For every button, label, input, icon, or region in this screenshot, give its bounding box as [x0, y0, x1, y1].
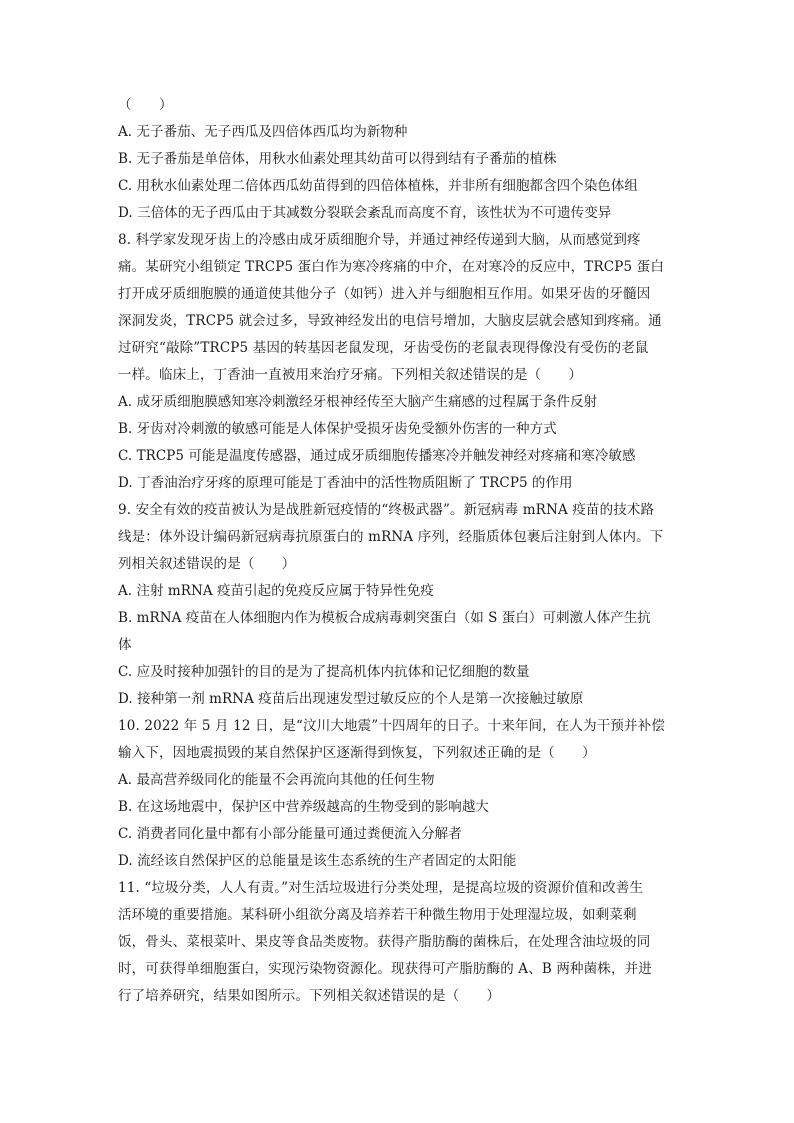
- q8-stem-line: 一样。临床上，丁香油一直被用来治疗牙痛。下列相关叙述错误的是（ ）: [118, 367, 583, 383]
- q10-option-b: B. 在这场地震中，保护区中营养级越高的生物受到的影响越大: [118, 799, 489, 815]
- q10-stem-line: 10. 2022 年 5 月 12 日，是“汶川大地震”十四周年的日子。十来年间，在人为干预并补偿: [118, 718, 665, 734]
- q11-stem-line: 11. “垃圾分类，人人有责。”对生活垃圾进行分类处理，是提高垃圾的资源价值和改善生: [118, 880, 644, 896]
- q10-stem-line: 输入下，因地震损毁的某自然保护区逐渐得到恢复，下列叙述正确的是（ ）: [118, 745, 596, 761]
- q8-stem-line: 深洞发炎，TRCP5 就会过多，导致神经发出的电信号增加，大脑皮层就会感知到疼痛。通: [118, 313, 662, 329]
- q10-option-a: A. 最高营养级同化的能量不会再流向其他的任何生物: [118, 772, 435, 788]
- q9-option-d: D. 接种第一剂 mRNA 疫苗后出现速发型过敏反应的个人是第一次接触过敏原: [118, 691, 584, 707]
- q9-option-b-cont: 体: [118, 637, 132, 653]
- q9-option-b: B. mRNA 疫苗在人体细胞内作为模板合成病毒刺突蛋白（如 S 蛋白）可刺激人体产生抗: [118, 610, 651, 626]
- document-page: [118, 92, 678, 1010]
- q10-option-c: C. 消费者同化量中都有小部分能量可通过粪便流入分解者: [118, 826, 462, 842]
- q9-stem-line: 9. 安全有效的疫苗被认为是战胜新冠疫情的“终极武器”。新冠病毒 mRNA 疫苗的技术路: [118, 502, 655, 518]
- q7-option-d: D. 三倍体的无子西瓜由于其减数分裂联会紊乱而高度不育，该性状为不可遗传变异: [118, 205, 612, 221]
- q11-stem-line: 行了培养研究，结果如图所示。下列相关叙述错误的是（ ）: [118, 988, 501, 1004]
- q11-stem-line: 时，可获得单细胞蛋白，实现污染物资源化。现获得可产脂肪酶的 A、B 两种菌株，并进: [118, 961, 652, 977]
- q9-stem-line: 列相关叙述错误的是（ ）: [118, 556, 296, 572]
- q8-stem-line: 打开成牙质细胞膜的通道使其他分子（如钙）进入并与细胞相互作用。如果牙齿的牙髓因: [118, 286, 651, 302]
- q8-stem-line: 8. 科学家发现牙齿上的冷感由成牙质细胞介导，并通过神经传递到大脑，从而感觉到疼: [118, 232, 641, 248]
- q9-option-c: C. 应及时接种加强针的目的是为了提高机体内抗体和记忆细胞的数量: [118, 664, 530, 680]
- answer-bracket: （ ）: [118, 97, 173, 113]
- q7-option-c: C. 用秋水仙素处理二倍体西瓜幼苗得到的四倍体植株，并非所有细胞都含四个染色体组: [118, 178, 638, 194]
- q8-option-d: D. 丁香油治疗牙疼的原理可能是丁香油中的活性物质阻断了 TRCP5 的作用: [118, 475, 573, 491]
- q8-option-b: B. 牙齿对冷刺激的敏感可能是人体保护受损牙齿免受额外伤害的一种方式: [118, 421, 557, 437]
- q8-stem-line: 痛。某研究小组锁定 TRCP5 蛋白作为寒冷疼痛的中介，在对寒冷的反应中，TRCP5 蛋白: [118, 259, 664, 275]
- q10-option-d: D. 流经该自然保护区的总能量是该生态系统的生产者固定的太阳能: [118, 853, 517, 869]
- q7-option-b: B. 无子番茄是单倍体，用秋水仙素处理其幼苗可以得到结有子番茄的植株: [118, 151, 557, 167]
- q8-option-a: A. 成牙质细胞膜感知寒冷刺激经牙根神经传至大脑产生痛感的过程属于条件反射: [118, 394, 598, 410]
- q7-option-a: A. 无子番茄、无子西瓜及四倍体西瓜均为新物种: [118, 124, 408, 140]
- q9-option-a: A. 注射 mRNA 疫苗引起的免疫反应属于特异性免疫: [118, 583, 434, 599]
- q9-stem-line: 线是：体外设计编码新冠病毒抗原蛋白的 mRNA 序列，经脂质体包裹后注射到人体内。下: [118, 529, 664, 545]
- q8-option-c: C. TRCP5 可能是温度传感器，通过成牙质细胞传播寒冷并触发神经对疼痛和寒冷敏感: [118, 448, 636, 464]
- q11-stem-line: 活环境的重要措施。某科研小组欲分离及培养若干种微生物用于处理湿垃圾，如剩菜剩: [118, 907, 637, 923]
- q8-stem-line: 过研究“敲除”TRCP5 基因的转基因老鼠发现，牙齿受伤的老鼠表现得像没有受伤的老鼠: [118, 340, 649, 356]
- q11-stem-line: 饭，骨头、菜根菜叶、果皮等食品类废物。获得产脂肪酶的菌株后，在处理含油垃圾的同: [118, 934, 651, 950]
